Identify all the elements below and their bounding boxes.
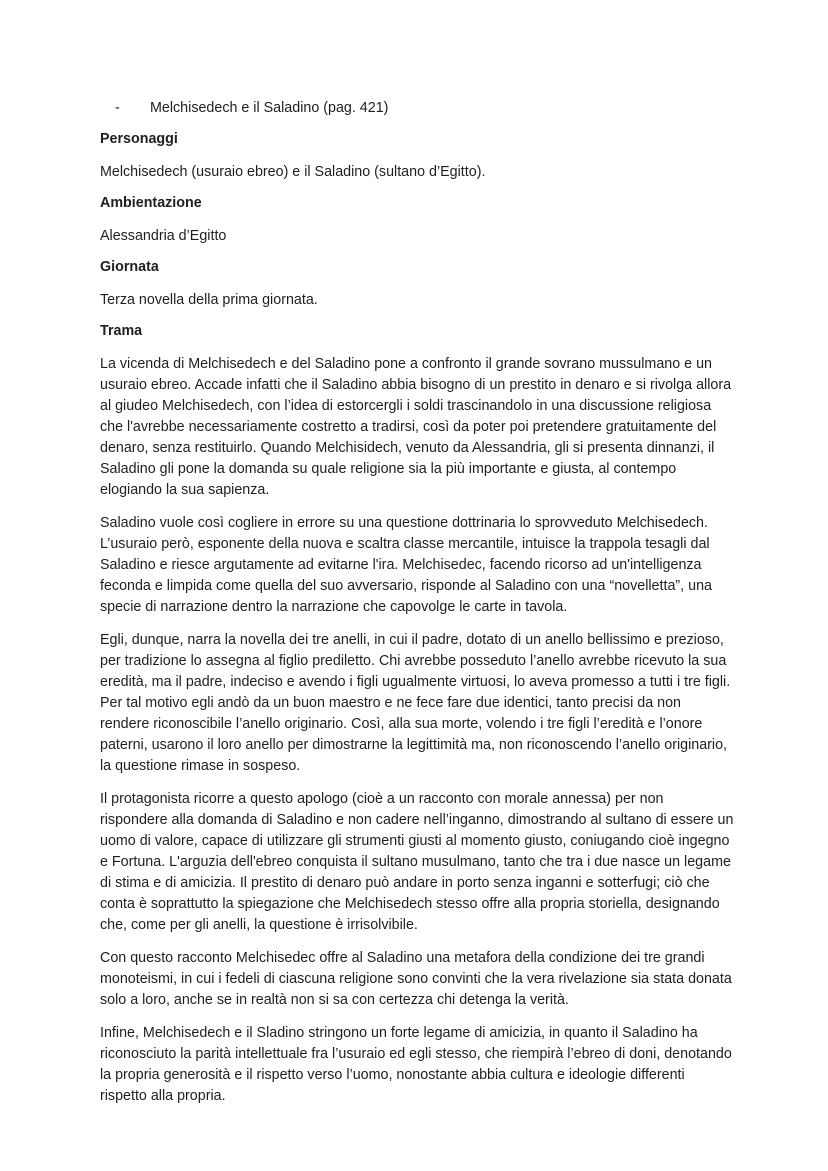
text-giornata: Terza novella della prima giornata. <box>100 292 318 308</box>
trama-paragraph-1: La vicenda di Melchisedech e del Saladino pone a confronto il grande sovrano mussulmano e un usuraio ebreo. Accade infatti che il Saladino abbia bisogno di un prestito in denaro e si rivolga allora al giudeo Melchisedech, con l’idea di estorcergli i soldi trascinandolo in una discussione religiosa che l'avrebbe necessariamente costretto a tradirsi, così da poter poi pretendere gratuitamente del denaro, senza restituirlo. Quando Melchisidech, venuto da Alessandria, gli si presenta dinnanzi, il Saladino gli pone la domanda su quale religione sia la più importante e giusta, al contempo elogiando la sua sapienza. <box>100 356 732 498</box>
trama-paragraph-3: Egli, dunque, narra la novella dei tre anelli, in cui il padre, dotato di un anello bellissimo e prezioso, per tradizione lo assegna al figlio prediletto. Chi avrebbe posseduto l’anello avrebbe ricevuto la sua eredità, ma il padre, indeciso e avendo i figli ugualmente virtuosi, lo aveva promesso a tutti i tre figli. Per tal motivo egli andò da un buon maestro e ne fece fare due identici, tanto precisi da non rendere riconoscibile l’anello originario. Così, alla sua morte, volendo i tre figli l’eredità e l’onore paterni, usarono il loro anello per dimostrarne la legittimità ma, non riconoscendo l’anello originario, la questione rimase in sospeso. <box>100 632 731 774</box>
text-ambientazione: Alessandria d’Egitto <box>100 228 227 244</box>
trama-paragraph-6: Infine, Melchisedech e il Sladino stringono un forte legame di amicizia, in quanto il Saladino ha riconosciuto la parità intellettuale fra l’usuraio ed egli stesso, che riempirà l’ebreo di doni, denotando la propria generosità e il rispetto verso l’uomo, nonostante abbia cultura e ideologie differenti rispetto alla propria. <box>100 1025 732 1104</box>
trama-paragraph-5: Con questo racconto Melchisedec offre al Saladino una metafora della condizione dei tre grandi monoteismi, in cui i fedeli di ciascuna religione sono convinti che la vera rivelazione sia stata donata solo a loro, anche se in realtà non si sa con certezza chi detenga la verità. <box>100 950 732 1008</box>
trama-paragraph-2: Saladino vuole così cogliere in errore su una questione dottrinaria lo sprovveduto Melchisedech. L’usuraio però, esponente della nuova e scaltra classe mercantile, intuisce la trappola tesagli dal Saladino e riesce argutamente ad evitarne l'ira. Melchisedec, facendo ricorso ad un'intelligenza feconda e limpida come quella del suo avversario, risponde al Saladino con una “novelletta”, una specie di narrazione dentro la narrazione che capovolge le carte in tavola. <box>100 515 712 615</box>
document-page <box>100 98 734 1119</box>
heading-ambientazione: Ambientazione <box>100 195 202 211</box>
heading-giornata: Giornata <box>100 259 159 275</box>
bullet-dash: - <box>115 100 120 116</box>
heading-personaggi: Personaggi <box>100 131 178 147</box>
title-bullet-item <box>100 98 734 119</box>
trama-paragraph-4: Il protagonista ricorre a questo apologo (cioè a un racconto con morale annessa) per non rispondere alla domanda di Saladino e non cadere nell’inganno, dimostrando al sultano di essere un uomo di valore, capace di utilizzare gli strumenti giusti al momento giusto, coniugando cioè ingegno e Fortuna. L'arguzia dell'ebreo conquista il sultano musulmano, tanto che tra i due nasce un legame di stima e di amicizia. Il prestito di denaro può andare in porto senza inganni e sotterfugi; ciò che conta è soprattutto la spiegazione che Melchisedech stesso offre alla propria storiella, designando che, come per gli anelli, la questione è irrisolvibile. <box>100 791 734 933</box>
text-personaggi: Melchisedech (usuraio ebreo) e il Saladino (sultano d’Egitto). <box>100 164 486 180</box>
heading-trama: Trama <box>100 323 143 339</box>
bullet-text: Melchisedech e il Saladino (pag. 421) <box>150 100 389 116</box>
